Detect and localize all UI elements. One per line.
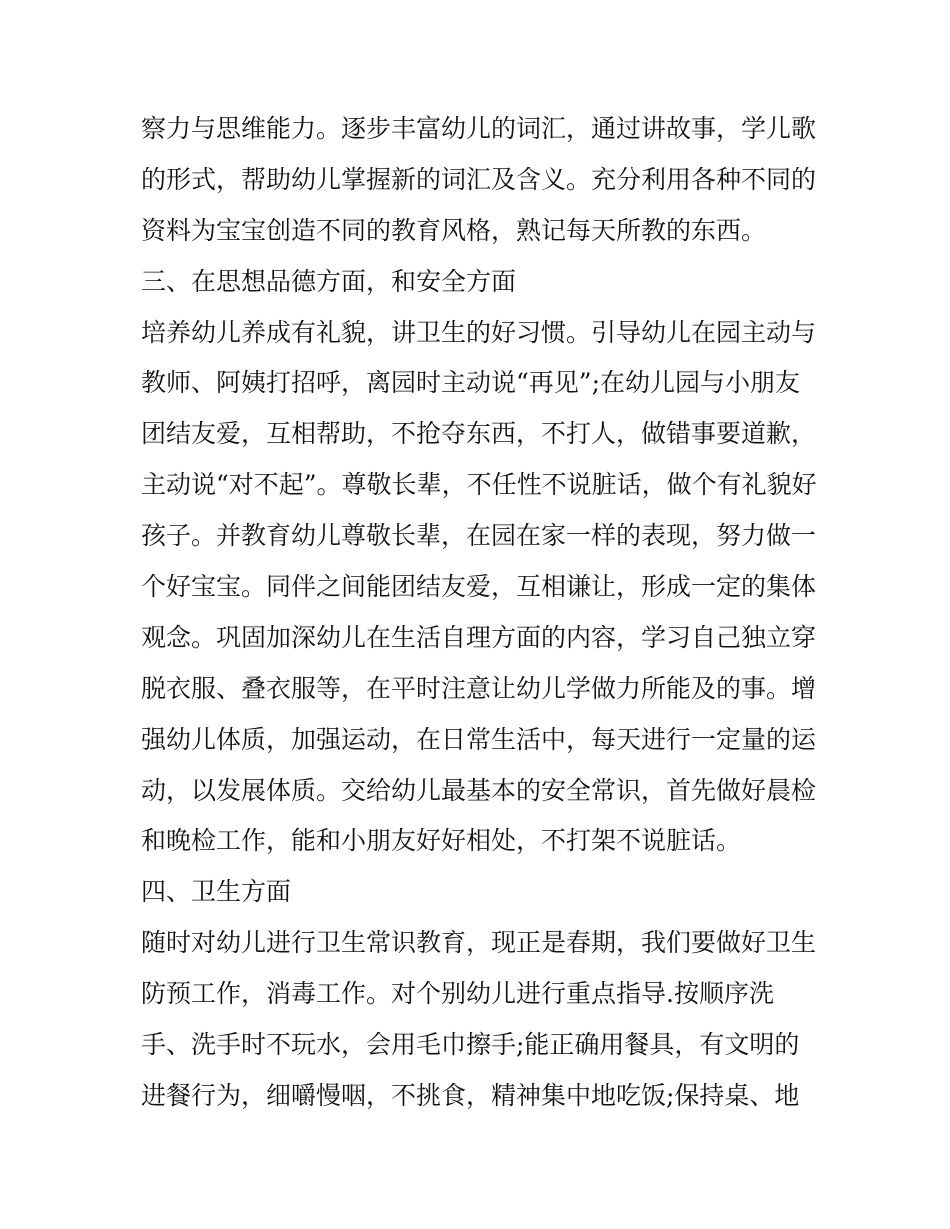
- text-line: 防预工作，消毒工作。对个别幼儿进行重点指导.按顺序洗: [141, 979, 774, 1009]
- text-line: 的形式，帮助幼儿掌握新的词汇及含义。充分利用各种不同的: [141, 164, 817, 194]
- text-line: 培养幼儿养成有礼貌，讲卫生的好习惯。引导幼儿在园主动与: [141, 317, 817, 347]
- text-line: 观念。巩固加深幼儿在生活自理方面的内容，学习自己独立穿: [141, 622, 817, 652]
- text-line: 和晚检工作，能和小朋友好好相处，不打架不说脏话。: [141, 826, 742, 856]
- text-line: 团结友爱，互相帮助，不抢夺东西，不打人，做错事要道歉，: [141, 419, 817, 449]
- text-line: 教师、阿姨打招呼，离园时主动说“再见”;在幼儿园与小朋友: [141, 368, 800, 398]
- text-line: 主动说“对不起”。尊敬长辈，不任性不说脏话，做个有礼貌好: [141, 470, 817, 500]
- text-line: 资料为宝宝创造不同的教育风格，熟记每天所教的东西。: [141, 215, 767, 245]
- text-line: 动，以发展体质。交给幼儿最基本的安全常识，首先做好晨检: [141, 775, 817, 805]
- text-line: 孩子。并教育幼儿尊敬长辈，在园在家一样的表现，努力做一: [141, 521, 817, 551]
- text-line: 进餐行为，细嚼慢咽，不挑食，精神集中地吃饭;保持桌、地: [141, 1080, 800, 1110]
- body-text: [141, 104, 821, 1122]
- section-heading: 三、在思想品德方面，和安全方面: [141, 266, 517, 296]
- section-heading: 四、卫生方面: [141, 877, 292, 907]
- text-line: 个好宝宝。同伴之间能团结友爱，互相谦让，形成一定的集体: [141, 572, 817, 602]
- text-line: 察力与思维能力。逐步丰富幼儿的词汇，通过讲故事，学儿歌: [141, 114, 817, 143]
- text-line: 脱衣服、叠衣服等，在平时注意让幼儿学做力所能及的事。增: [141, 673, 817, 703]
- text-line: 随时对幼儿进行卫生常识教育，现正是春期，我们要做好卫生: [141, 928, 817, 958]
- text-line: 手、洗手时不玩水，会用毛巾擦手;能正确用餐具，有文明的: [141, 1030, 800, 1060]
- text-line: 强幼儿体质，加强运动，在日常生活中，每天进行一定量的运: [141, 724, 817, 754]
